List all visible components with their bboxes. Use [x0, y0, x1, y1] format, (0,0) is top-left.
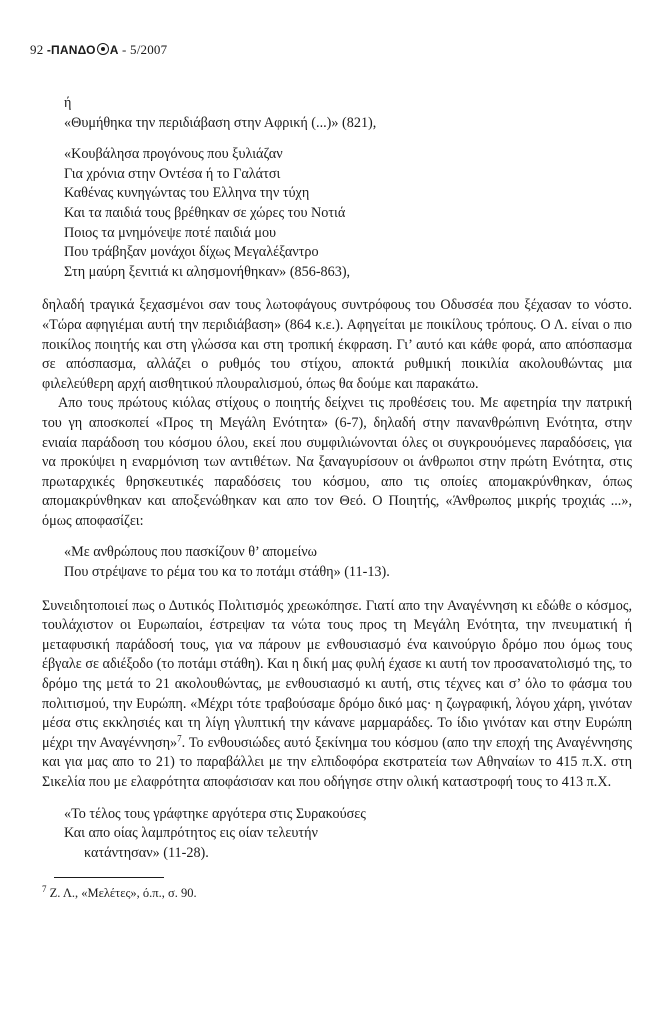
page-number: 92	[30, 42, 44, 57]
footnote-mark: 7	[42, 884, 47, 895]
verse-line: Για χρόνια στην Οντέσα ή το Γαλάτσι	[64, 165, 281, 182]
footnote	[42, 884, 632, 904]
footnote-divider	[54, 877, 164, 878]
footnote-text: Ζ. Λ., «Μελέτες», ό.π., σ. 90.	[49, 886, 197, 901]
footnote-ref[interactable]: 7	[177, 733, 182, 744]
paragraph-text: . Το ενθουσιώδες αυτό ξεκίνημα του κόσμου (απο την εποχή της Αναγέννησης και για μας απο το 21) το παραβάλλει με την ελπιδοφόρα εκστρατεία των Αθηναίων το 415 π.Χ. στη Σικελία που με ελαφρότητα αποφάσισαν και που οδήγησε στην ολική καταστροφή τους το 413 π.Χ.	[42, 734, 632, 790]
article-body	[42, 94, 632, 904]
verse-line: «Με ανθρώπους που πασκίζουν θ’ απομείνω	[64, 544, 318, 561]
pandora-logo-icon	[97, 43, 109, 55]
verse-line: κατάντησαν» (11-28).	[84, 844, 209, 861]
verse-block-1	[64, 145, 632, 282]
verse-line: «Κουβάλησα προγόνους που ξυλιάζαν	[64, 146, 283, 163]
paragraph	[42, 597, 632, 793]
verse-line: Που τράβηξαν μονάχοι δίχως Μεγαλέξαντρο	[64, 244, 319, 261]
journal-title	[47, 43, 119, 57]
verse-block-3	[64, 805, 632, 864]
paragraph-text: Συνειδητοποιεί πως ο Δυτικός Πολιτισμός χρεωκόπησε. Γιατί απο την Αναγέννηση κι εδώθε ο κόσμος, τουλάχιστον οι Ευρωπαίοι, έστρεψαν τα νώτα τους προς τη Μεγάλη Ενότητα, την πνευματική ή μεταφυσική παράδοσή τους, για να πάρουν με ενθουσιασμό ένα καινούργιο δρόμο που όμως τους έβγαλε σε αδιέξοδο (το ποτάμι στάθη). Και η δική μας φυλή έχασε κι αυτή τον προσανατολισμό της, το δρόμο της μετά το 21 ακολουθώντας, με ενθουσιασμό κι αυτή, στις τέχνες και σ’ όλο το φάσμα του πολιτισμού, την Ευρώπη. «Μέχρι τότε τραβούσαμε δρόμο δικό μας· η ζωγραφική, λόγου χάρη, γινόταν μέσα στις εκκλησιές και τη λίγη γλυπτική την κάνανε μαρμαράδες. Το ίδιο γινόταν και στην Ευρώπη μέχρι την Αναγέννηση»	[42, 597, 632, 751]
running-head	[30, 42, 167, 58]
verse-line: Που στρέψανε το ρέμα του κα το ποτάμι στάθη» (11-13).	[64, 564, 390, 581]
quote-line: «Θυμήθηκα την περιδιάβαση στην Αφρική (...)» (821),	[64, 114, 377, 131]
verse-block-2	[64, 543, 632, 582]
journal-title-prefix: -ΠΑΝΔΟ	[46, 43, 96, 57]
issue-number: - 5/2007	[122, 42, 168, 57]
paragraph: Απο τους πρώτους κιόλας στίχους ο ποιητής δείχνει τις προθέσεις του. Με αφετηρία την πατρική του γη αποσκοπεί «Προς τη Μεγάλη Ενότητα» (6-7), δηλαδή στην πανανθρώπινη Ενότητα, στην ενιαία παράδοση του κόσμου όλου, εκεί που συμφιλιώνονται όλες οι συγκρουόμενες παραδόσεις, για να προκύψει η εναρμόνιση των αντιθέτων. Να ξαναγυρίσουν οι άνθρωποι στην πρώτη Ενότητα, στις πρωταρχικές θρησκευτικές παραδόσεις του κόσμου, απο τις οποίες απομακρύνθηκαν, όπως απομακρύνθηκαν και αποξενώθηκαν και απο τον Θεό. Ο Ποιητής, «Άνθρωπος μικρής τροχιάς ...», όμως αποφασίζει:	[42, 395, 632, 529]
journal-title-suffix: Α	[109, 43, 119, 57]
verse-line: Καθένας κυνηγώντας του Ελληνα την τύχη	[64, 185, 310, 202]
paragraph: δηλαδή τραγικά ξεχασμένοι σαν τους λωτοφάγους συντρόφους του Οδυσσέα που ξέχασαν το νόστο. «Τώρα αφηγιέμαι αυτή την περιδιάβαση» (864 κ.ε.). Αφηγείται με ποικίλους τρόπους. Ο Λ. είναι ο πιο ποικίλος ποιητής και στη γλώσσα και στη τροπική έκφραση. Γι’ αυτό και κάθε φορά, απο απόσπασμα σε απόσπασμα, αλλάζει ο ρυθμός του στίχου, αποκτά ρυθμική ποικιλία ακολουθώντας μια φιλελεύθερη αρχή αισθητικού πλουραλισμού, όπως θα δούμε και παρακάτω.	[42, 297, 632, 392]
verse-line: Και απο οίας λαμπρότητος εις οίαν τελευτήν	[64, 825, 318, 842]
verse-line: «Το τέλος τους γράφτηκε αργότερα στις Συρακούσες	[64, 805, 366, 822]
verse-line: Ποιος τα μνημόνεψε ποτέ παιδιά μου	[64, 224, 277, 241]
conjunction-line: ή	[64, 95, 72, 111]
verse-line: Και τα παιδιά τους βρέθηκαν σε χώρες του Νοτιά	[64, 204, 346, 221]
verse-line: Στη μαύρη ξενιτιά κι αλησμονήθηκαν» (856-863),	[64, 263, 351, 280]
